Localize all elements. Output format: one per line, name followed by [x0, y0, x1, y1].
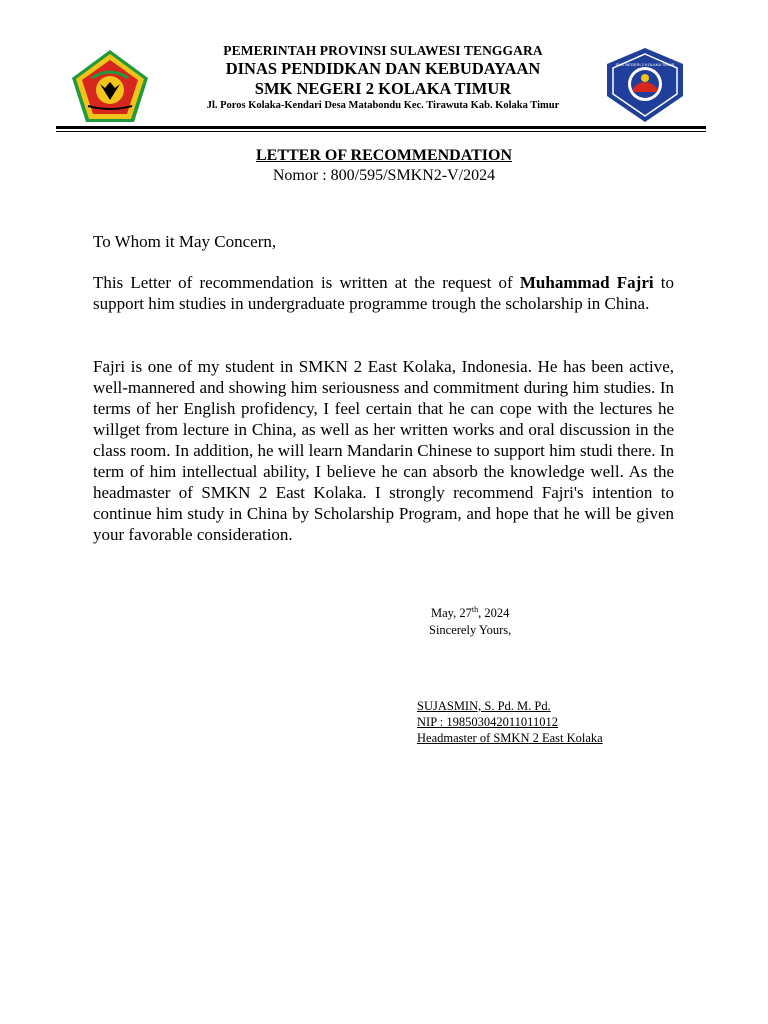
letterhead-province: PEMERINTAH PROVINSI SULAWESI TENGGARA: [223, 43, 543, 58]
signatory-position: Headmaster of SMKN 2 East Kolaka: [417, 731, 603, 745]
salutation: To Whom it May Concern,: [93, 232, 277, 251]
letter-title: LETTER OF RECOMMENDATION: [255, 147, 512, 164]
closing: Sincerely Yours,: [429, 623, 512, 637]
letterhead-rule-thin: [56, 131, 706, 132]
letterhead-rule-thick: [56, 126, 706, 129]
letterhead-school: SMK NEGERI 2 KOLAKA TIMUR: [254, 79, 512, 98]
paragraph-request: [93, 272, 674, 314]
letter-number: Nomor : 800/595/SMKN2-V/2024: [272, 167, 496, 184]
student-name: Muhammad Fajri: [519, 273, 654, 292]
date-prefix: May, 27: [431, 606, 472, 620]
letterhead: [160, 42, 606, 113]
date-ordinal: th: [471, 604, 479, 614]
kolaka-timur-regency-emblem-icon: [70, 48, 150, 124]
signature-date: [431, 606, 509, 621]
paragraph-request-rest: to support him studies in undergraduate programme trough the scholarship in China.: [93, 273, 675, 313]
shield-logo-text: SMK NEGERI 2 KOLAKA TIMUR: [615, 62, 675, 67]
paragraph-request-intro: This Letter of recommendation is written at the request of: [93, 273, 520, 292]
letterhead-department: DINAS PENDIDKAN DAN KEBUDAYAAN: [225, 59, 541, 78]
letterhead-address: Jl. Poros Kolaka-Kendari Desa Matabondu Kec. Tirawuta Kab. Kolaka Timur: [206, 100, 560, 111]
smk-negeri-shield-icon: [603, 46, 687, 124]
date-year: , 2024: [478, 606, 510, 620]
paragraph-assessment: Fajri is one of my student in SMKN 2 East Kolaka, Indonesia. He has been active, well-mannered and showing him seriousness and commitment during him studies. In terms of her English profidency, I feel certain that he can cope with the lectures he willget from lecture in China, as well as her written works and oral discussion in the class room. In addition, he will learn Mandarin Chinese to support him studi there. In term of him intellectual ability, I believe he can absorb the knowledge well. As the headmaster of SMKN 2 East Kolaka. I strongly recommend Fajri's intention to continue him study in China by Scholarship Program, and hope that he will be given your favorable consideration.: [93, 357, 674, 544]
signatory-nip: NIP : 198503042011011012: [417, 715, 558, 729]
signatory-name: SUJASMIN, S. Pd. M. Pd.: [417, 699, 551, 713]
